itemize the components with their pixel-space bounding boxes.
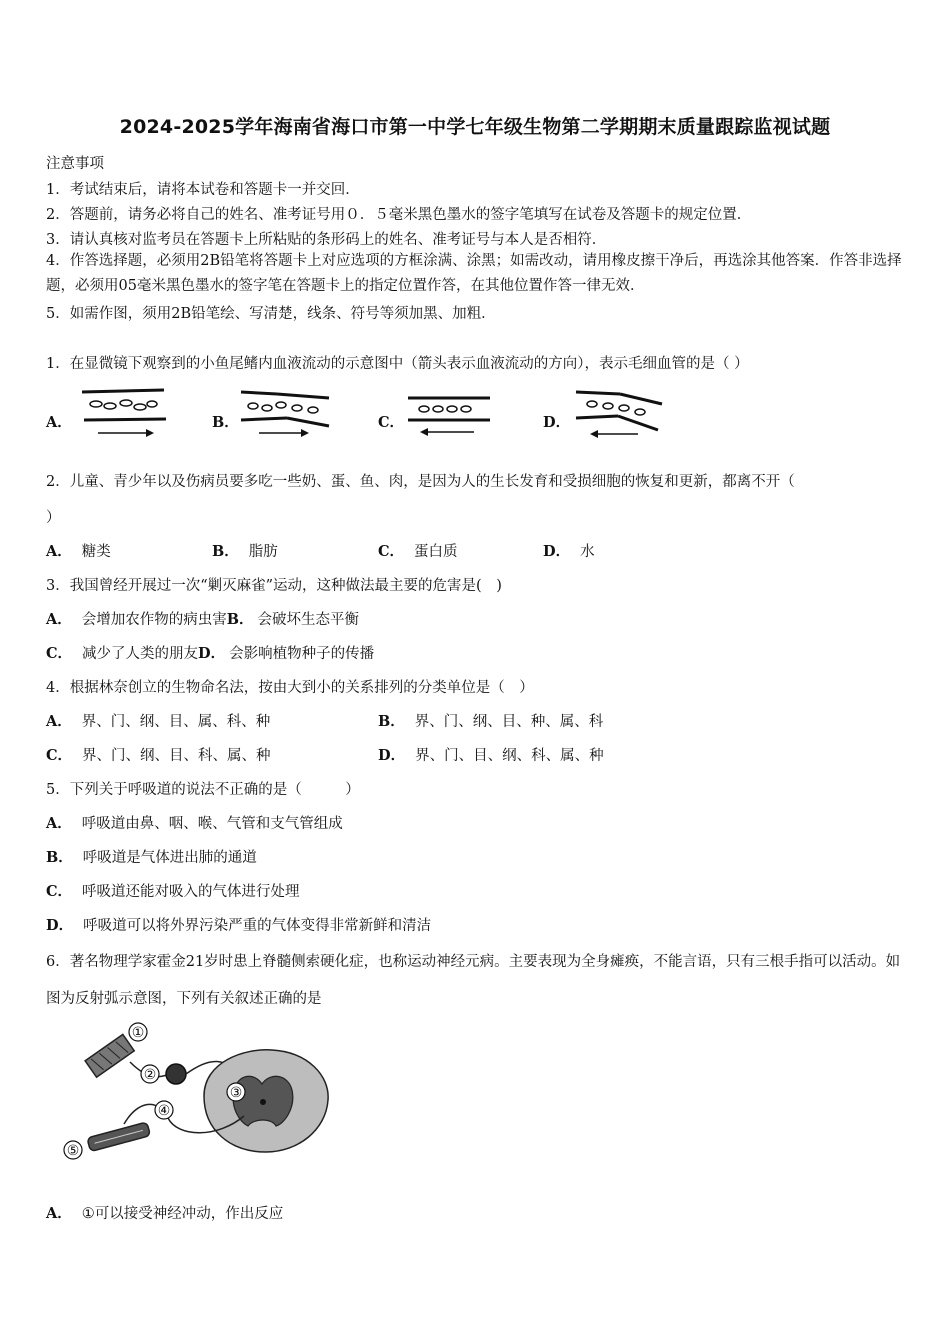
vessel-diagram-d	[570, 386, 668, 444]
q5-option-d[interactable]: D． 呼吸道可以将外界污染严重的气体变得非常新鲜和清洁	[46, 917, 432, 934]
q2-stem-end: ）	[46, 510, 61, 526]
vessel-diagram-b	[237, 386, 335, 440]
vessel-diagram-c	[404, 386, 496, 440]
q6-option-a[interactable]: A． ①可以接受神经冲动，作出反应	[46, 1205, 284, 1222]
label-1: ①	[131, 1025, 145, 1041]
q3-option-cd[interactable]: C． 减少了人类的朋友D． 会影响植物种子的传播	[46, 645, 375, 662]
q5-stem: 5．下列关于呼吸道的说法不正确的是（ ）	[46, 782, 360, 798]
q1-stem: 1．在显微镜下观察到的小鱼尾鳍内血液流动的示意图中（箭头表示血液流动的方向），表示毛细血管的是（ ）	[46, 356, 749, 372]
label-3: ③	[229, 1085, 243, 1101]
q2-option-b[interactable]: B． 脂肪	[212, 543, 278, 560]
q1-option-c[interactable]: C．	[378, 414, 405, 431]
notice-item: 1．考试结束后，请将本试卷和答题卡一并交回．	[46, 182, 360, 198]
label-2: ②	[143, 1067, 157, 1083]
q2-stem: 2．儿童、青少年以及伤病员要多吃一些奶、蛋、鱼、肉，是因为人的生长发育和受损细胞的恢复和更新，都离不开（	[46, 474, 795, 490]
page-title: 2024-2025学年海南省海口市第一中学七年级生物第二学期期末质量跟踪监视试题	[119, 116, 831, 138]
q2-option-a[interactable]: A． 糖类	[46, 543, 111, 560]
label-4: ④	[157, 1103, 171, 1119]
notice-item: 5．如需作图，须用2B铅笔绘、写清楚，线条、符号等须加黑、加粗．	[46, 306, 496, 322]
q4-option-c[interactable]: C． 界、门、纲、目、科、属、种	[46, 747, 271, 764]
q1-option-d[interactable]: D．	[543, 414, 571, 431]
reflex-arc-diagram	[58, 1018, 340, 1168]
q5-option-b[interactable]: B． 呼吸道是气体进出肺的通道	[46, 849, 257, 866]
q2-option-c[interactable]: C． 蛋白质	[378, 543, 458, 560]
q5-option-a[interactable]: A． 呼吸道由鼻、咽、喉、气管和支气管组成	[46, 815, 343, 832]
notice-item: 2．答题前，请务必将自己的姓名、准考证号用０．５毫米黑色墨水的签字笔填写在试卷及答题卡的规定位置．	[46, 207, 752, 223]
q4-stem: 4．根据林奈创立的生物命名法，按由大到小的关系排列的分类单位是（ ）	[46, 680, 534, 696]
vessel-diagram-a	[78, 386, 170, 440]
q1-option-a[interactable]: A．	[46, 414, 72, 431]
q1-option-b[interactable]: B．	[212, 414, 239, 431]
q3-stem: 3．我国曾经开展过一次“剿灭麻雀”运动，这种做法最主要的危害是( )	[46, 578, 502, 594]
q5-option-c[interactable]: C． 呼吸道还能对吸入的气体进行处理	[46, 883, 300, 900]
q4-option-d[interactable]: D． 界、门、目、纲、科、属、种	[378, 747, 604, 764]
q4-option-b[interactable]: B． 界、门、纲、目、种、属、科	[378, 713, 604, 730]
notice-item: 4．作答选择题，必须用2B铅笔将答题卡上对应选项的方框涂满、涂黑；如需改动，请用橡皮擦干净后，再选涂其他答案．作答非选择题，必须用05毫米黑色墨水的签字笔在答题卡上的指定位置作答，在其他位置作答一律无效．	[46, 253, 902, 294]
notice-heading: 注意事项	[46, 156, 104, 172]
notice-item: 3．请认真核对监考员在答题卡上所粘贴的条形码上的姓名、准考证号与本人是否相符．	[46, 232, 607, 248]
q2-option-d[interactable]: D． 水	[543, 543, 595, 560]
q6-stem: 6．著名物理学家霍金21岁时患上脊髓侧索硬化症，也称运动神经元病。主要表现为全身瘫痪，不能言语，只有三根手指可以活动。如图为反射弧示意图，下列有关叙述正确的是	[46, 954, 901, 1007]
label-5: ⑤	[66, 1143, 80, 1159]
q4-option-a[interactable]: A． 界、门、纲、目、属、科、种	[46, 713, 271, 730]
q3-option-ab[interactable]: A． 会增加农作物的病虫害B． 会破坏生态平衡	[46, 611, 360, 628]
